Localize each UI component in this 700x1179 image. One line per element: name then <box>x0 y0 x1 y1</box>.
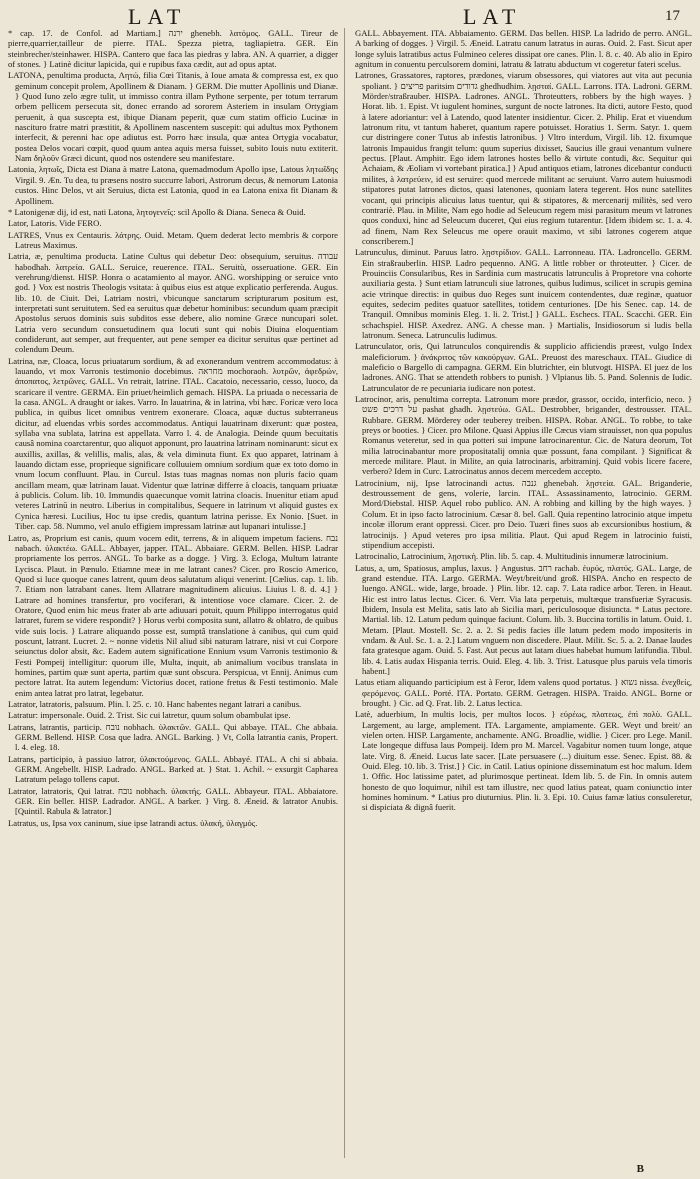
running-head-left: LAT <box>128 4 187 29</box>
dictionary-entry: Latonia, λητωΐς, Dicta est Diana à matre Latona, quemadmodum Apollo ipse, Latous λητωΐδης Virgil. 9. Æn. Tu dea, tu præsens nostro succurre labori, Astrorum decus, & nemorum Latonia custos. Hinc Delos, vt ait Seruius, dicta est Latonia, quod in ea Latona enixa fit Dianam & Apollinem. <box>8 164 338 206</box>
dictionary-entry: Latratus, us, Ipsa vox caninum, siue ipse latrandi actus. ὑλακή, ὑλαγμός. <box>8 817 258 828</box>
page-header <box>8 4 692 29</box>
running-head-right: LAT <box>463 4 522 29</box>
dictionary-entry: Latrunculator, oris, Qui latrunculos conquirendis & supplicio afficiendis præest, vulgo Index maleficiorum. } ἀνάκριτος τῶν κακούργων. GAL. Preuost des mareschaux. ITAL. Giudice di maleficio o Bargello di campagna. GERM. Ein blutrichter, ein blutvogt. HISPA. El juez de los ladrones. ANG. That se attendeth robbers to punish. } Vlpianus lib. 5. Pand. Solennis de Iudic. Latrunculator de re pecuniaria iudicare non potest. <box>355 341 692 393</box>
page-number: 17 <box>665 8 680 24</box>
dictionary-entry: LATONA, penultima producta, Λητώ, filia Cœi Titanis, à Ioue amata & compressa est, ex quo geminum concepit prolem, Apollinem & Dianam. } GERM. Die mutter Apollinis und Dianæ. } Quod Iuno zelo ægre tulit, ut immisso contra illam Pythone serpente, per totum terrarum orbem pellicem persecuta sit, donec errando ad sororem Asteriem in insulam Ortygiam peruenit, à qua suscepta est, ibique Dianam peperit, quæ cum statim officio Lucinæ in nascituro fratre matri præstitit, & Apollinem nascentem suscepit: qui adultus mox Pythonem interfecit, & perenni hac ope adiutus est. Porro hæc insula, quæ antea Ortygia vocabatur, postea Delos vocari cœpit, quod quum antea aquis mersa fuisset, subito Iouis nutu extiterit. Nam δηλοῦν Græci dicunt, quod nos ostendere seu manifestare. <box>8 70 338 164</box>
dictionary-entry: Latro, as, Proprium est canis, quum vocem edit, terrens, & in aliquem impetum faciens. נבח nabach. ὑλακτέω. GALL. Abbayer, japper. ITAL. Abbaiare. GERM. Bellen. HISP. Ladrar propriamente los perros. ANGL. To barke as a dogge. } Virg. 3. Ecloga, Multum latrante Lycisca. Plaut. in Pænulo. Etiamne meæ in me latrant canes? Cicer. pro Roscio Americo, Quod si luce quoque canes latrent, quum deos salutatum aliqui venerint. [Cælius. cap. 1. lib. 7. Etiam non latrabant canes. Item Allatrare magnitudinem alicuius. Liuius l. 8. d. 4.] } Latrare ad homines transfertur, pro vociferari, & intentiose voce clamare. Cicer. 2. de Oratore, Quod enim hic meus frater ab arte adiuuari potuit, quum Philippo interrogatus quid latraret, furem se videre respondit? } Horus verbi composita sunt, allatro & oblatro, de quibus vide suis locis. } Latrare aliquando posse est, sumptâ translatione à canibus, qui cum quid poscunt, latrant. Lucret. 2. ~ nonne videtis Nil aliud sibi naturam latrare, nisi vt cui Corpore seiunctus dolor absit, &c. Eadem autem significatione Ennium vsum Varronis testimonio & Festi Pompeij intelligitur: quorum ille, Multa, inquit, ab animalium vocibus translata in homines, partim quæ sunt aperta, partim quæ sunt obscura. Perspicua, vt Ennij. Animus cum pectore latrat. Ita autem legendum: Victorius docet, ratione fretus & Festi testimonio. Male enim antea latrat pro latrat, legebatur. <box>8 532 338 698</box>
dictionary-entry: Latus etiam aliquando participium est à Feror, Idem valens quod portatus. } נשוא nissa. ἐνεχθείς, φερόμενος. GALL. Porté. ITA. Portato. GERM. Getragen. HISPA. Traido. ANGL. Borne or brought. } Cic. ad Q. Frat. lib. 2. Latus lectica. <box>355 677 692 708</box>
two-column-body <box>8 28 692 1158</box>
dictionary-entry: * Latonigenæ dij, id est, nati Latona, λητογενεῖς: scil Apollo & Diana. Seneca & Ouid. <box>8 206 306 217</box>
dictionary-entry: Latrator, latratoris, palsuum. Plin. l. 25. c. 10. Hanc habentes negant latrari a canibus. <box>8 699 302 709</box>
dictionary-entry: Lator, Latoris. Vide FERO. <box>8 218 102 229</box>
signature-mark: B <box>636 1163 644 1175</box>
right-column <box>355 28 692 1158</box>
dictionary-entry: Latrocinium, nij, Ipse latrocinandi actus. גנבה ghenebah. λῃστεία. GAL. Briganderie, destroussement de gens, volerie, larcin. ITAL. Assassinamento, latrocinio. GERM. Mord/Diebstal. HISP. Aquel robo publico. AN. A robbing and killing by the high wayes. } Colum. Et in ipso facto latrocinium. Cæsar 8. bel. Gall. Quia repentino latrocinio atque impetu incolæ illorum erant oppressi. Cicer. pro Deio. Tuæri fines suos ab excursionibus hostium, & latrocinijs. } Apud veteres pro ipsa militia. Plaut. Qui apud Regem in latrocinio fuisti, stipendium accepisti. <box>355 477 692 550</box>
left-column <box>8 28 345 1158</box>
dictionary-entry: Latrunculus, diminut. Paruus latro. λῃστρίδιον. GALL. Larronneau. ITA. Ladroncello. GERM. Ein straßrauberlin. HISP. Ladro pequenno. ANG. A little robber or throteutter. } Cicer. de Prouinciis Consularibus, Res in Sardinia cum mastrucatis latrunculis à Propretore vna cohorte auxiliaria gesta. } Sunt etiam latrunculi siue latrones, quibus ludimus, scilicet in scrupis gemina acie vtrinque directis: in quibus duo Reges sunt inuicem contendentes, duæ reginæ, quatuor equites, sedecim pedites quatuor satellites, totidem centuriones. [De his Senec. cap. 14. de Tranquil. Omnibus mominis Eleg. 1. li. 2. Trist.] } GALL. Eschecs. ITAL. Scacchi. GER. Ein schachspiel. HISP. Axedrez. ANG. A chesse man. } Martialis, Insidiosorum si ludis bella latronum. Seneca. Latrunculis ludimus. <box>355 247 692 340</box>
dictionary-entry: Latratur: impersonale. Ouid. 2. Trist. Sic cui latretur, quum solum obambulat ipse. <box>8 710 291 721</box>
dictionary-entry: Latè, aduerbium, In multis locis, per multos locos. } εὐρέως, πλατεως, ἐπὶ πολὺ. GALL. Largement, au large, amplement. ITA. Largamente, ampiamente. GER. Weyt und breit/ an vielen orten. HISP. Largamente, anchamente. ANG. Broadlie, widlie. } Cicer. pro Lege. Manil. Late longeque diffusa laus Pompeij. Idem pro M. Marcel. Vagabitur nomen tuum longe, atque late. Virg. 8. Æneid. Lucus late sacer. [Late persuasere (...) diuitum esse. Senec. Epist. 88. & Ouid. Eleg. 10. lib. 3. Trist.] } Cic. in Catil. Latius opinione disseminatum est hoc malum. Idem 1. Offic. Hoc latissime patet, ad plurimosque pertineat. Idem lib. 5. de Fin. In omnis autem honesto de quo loquimur, nihil est tam illustre, nec quod latius pateat, quam coniunctio inter homines hominum. * Latius pro diuturnius. Plin. li. 3. Epi. 10. Cuius famæ latius consuleretur, si dispiciata & dignâ fuerit. <box>355 709 692 813</box>
dictionary-entry: Latrocinalio, Latrocinium, λῃστικὴ. Plin. lib. 5. cap. 4. Multitudinis innumeræ latrocinium. <box>355 551 669 562</box>
dictionary-entry: Latrina, næ, Cloaca, locus priuatarum sordium, & ad exonerandum ventrem accommodatus: à lauando, vt mox Varronis testimonio docebimus. מחראה mochoraoh. λυτρῶν, ἀφεδρών, ἀποπατος, λετρῶνες. GALL. Vn retrait, latrine. ITAL. Cacatoio, necessario, cesso, luoco, da scaricare il ventre. GERMA. Ein priuet/heimlich gemach. HISPA. La priuada o necessaria de la casa. ANGL. A draught or iakes. Varro. In lauatrina, & in latrina, vbi hæc. Foricæ vero loca publica, in quibus licet omnibus ventrem exonerare. Cloaca, aquæ ductus subterraneus dicitur, ad eluendas vrbis sordes accommodatus. Antiqui lauatrinam dixerunt: quæ postea, syllaba vna sublata, latrina est appellata. Varro l. 4. de Analogia. Deinde quum becuitatis causâ nomina coarctarentur, quo aliquot apponunt, pro lauatrina latrinam nominarunt: sicut ex auxillis, axillas, & velillis, malis, alas, & vela diminuta fiunt. Ex quo apparet, latrinam à lauando dictam esse, proprieque significare colluuiem omnium sordium quæ ex toto domo in vnum locum confluunt. Plau. in Curcul. Istas tuas magnas nomas non pluris facio quam ancillam meam, quæ latrinam lauat. Videntur quæ latrinæ differre à cloacis, tanquam priuatæ à publicis. Colum. lib. 10. Immundis quaecunque vomit latrina cloacis. Inuenitur etiam apud veteres Latrinū in neutro. Liberius in compitalibus, Sequere in latrinum vt aliquid gustes ex Cynica hæresi. Lucilius, Hoc tu ipse credis, quantum latrina perisse. Ex Nonio. [Suet. in Tiber. cap. 58. Nummo, vel anulo effigiem impressam latrinæ aut lupanari intulisse.] <box>8 355 339 532</box>
dictionary-entry: * cap. 17. de Confol. ad Martiam.] ירנה ghenebh. λατόμος. GALL. Tireur de pierre,quarrier,tailleur de pierre. ITAL. Spezza pietra, tagliapietra. GER. Ein steinbrecher/steinhawer. HISPA. Cantero que faca las piedras y labra. AN. A quarrier, a digger of stones. } Latinè dicitur lapicida, qui e rupibus faxa cædit, aut ad opus aptat. <box>8 28 338 70</box>
dictionary-entry: Latria, æ, penultima producta. Latine Cultus qui debetur Deo: obsequium, seruitus. עבודה habodhah. λατρεία. GALL. Seruice, reuerence. ITAL. Seruitù, osseruatione. GER. Ein verehrung/dienst. HISP. Honra o acatamiento al mayor. ANG. worshipping or seruice vnto god. } Vox est nostris Theologis vsitata: à quibus eius est atque explicatio perferenda. Augus. lib. 10. de Ciuit. Dei, Latriam nostri, vbicunque sanctarum scripturarum positum est, interpretati sunt seruitutem. Sed ea seruitus quæ debetur hominibus: secundum quam præcipit Apostolus seruos dominis suis subditos esse debere, alio nomine Græce nuncupari solet. Latria vero secundum consuetudinem qua locuti sunt qui nobis Diuina eloquentiam condiderunt, aut semper, aut frequenter, aut pene semper ea dicitur seruitus quæ pertinet ad colendum Deum. <box>8 251 338 355</box>
dictionary-entry: Latrans, participio, à passiuo latror, ὑλακτούμενος. GALL. Abbayé. ITAL. A chi si abbaia. GERM. Angebellt. HISP. Ladrado. ANGL. Barked at. } Stat. 1. Achil. ~ exsurgit Capharea Latratum pelago tollens caput. <box>8 753 338 785</box>
dictionary-entry: Latrocinor, aris, penultima correpta. Latronum more prædor, grassor, occido, interficio, neco. } על דרכים פשט pashat ghadh. λῃστεύω. GAL. Destrobber, brigander, destrousser. ITAL. Rubbare. GERM. Mörderey oder teuberey treiben. HISPA. Robar. ANGL. To robbe, to take preys or booties. } Cicer. pro Milone. Quasi Appius ille Cæcus viam strauisset, non qua populus Romanus veteretur, sed in qua potteri sui impune latrocinarentur. Cic. de Natura deorum, Tot milia latrocinabantur more propositatalij omnia quæ possunt, fana compilant. } Significat & mercede militare. Plaut. in Milite, an quia latrocinaris, arbitraminj. Quid vobis licere facere, verbero? Idem in Curc. Latrocinatus annos decem mercedem accepto. <box>355 394 692 477</box>
dictionary-entry: Latrator, latratoris, Qui latrat. נובח nobhach. ὑλακτής. GALL. Abbayeur. ITAL. Abbaiatore. GER. Ein beller. HISP. Ladrador. ANGL. A barker. } Virg. 8. Æneid. & latrator Anubis. [Quintil. Rabula & latrator.] <box>8 785 338 817</box>
dictionary-entry: GALL. Abbayement. ITA. Abbaiamento. GERM. Das bellen. HISP. La ladrido de perro. ANGL. A barking of dogges. } Virgil. 5. Æneid. Latratu canum latratus in auras. Ouid. 2. Fast. Sicut aper longe syluis latratibus actus Fulmineo celeres dissipat ore canes. Plin. l. 8. c. 40. Ab alio in Epiro agnitum in conuentu perculsorem domini, latratu & latratu abductum vt cogeretur fateri scelus. <box>355 28 692 70</box>
dictionary-entry: Latus, a, um, Spatiosus, amplus, laxus. } Angustus. רחב rachab. ἐυρύς, πλατύς. GAL. Large, de grand estendue. ITA. Largo. GERMA. Weyt/breit/und groß. HISPA. Ancho en respecto de luengo. ANGL. wide, large, broade. } Plin. libr. 12. cap. 7. Lata radice arbor. Teren. in Heaut. Hic est intro latus lectus. Cicer. 6. Verr. Via lata perpetuis, multæque transfueriæ Syracusis. Ibidem, Insula est Melita, satis lato ab Sicilia mari, periculosoque disiuncta. * Latus pectore. Martial. lib. 12. Latum pedum quinque faciunt. Colum. lib. 3. Buccina tortilis in latum. Ouid. 1. Metam. [Plaut. Mostell. Sc. 2. a. 2. Si pedis facies ille latum pedem modo impositeris in vndam. & Aul. Sc. 1. a. 2.] Latum vnguem non discedere. Plaut. Milit. Sc. 5. a. 2. Danae laudes fata gratesque agam. Ouid. 5. Fast. Aut pecus aut latam diues habebat humum latifundia. Tibul. lib. 4. Latis audax Hispania terris. Ouid. Eleg. 4. lib. 3. Trist. Latusque plus paruis vela timoris habent.] <box>355 562 692 676</box>
dictionary-entry: Latrans, latrantis, particip. נובח nobhach. ὑλακτῶν. GALL. Qui abbaye. ITAL. Che abbaia. GERM. Bellend. HISP. Cosa que ladra. ANGL. Barking. } Vt, Colla latrantia canis, Propert. l. 4. eleg. 18. <box>8 721 338 753</box>
dictionary-entry: Latrones, Grassatores, raptores, prædones, viarum obsessores, qui viatores aut vita aut pecunia spoliant. } פריצים paritsim גדודים ghedhudhim. λῃσταί. GALL. Larrons. ITA. Ladroni. GERM. Mörder/straßrauber. HISPA. Ladrones. ANGL. Throteutters, robbers by the high wayes. } Horat. lib. 1. Epist. Vt iugulent homines, surgunt de nocte latrones. Ita dicti, autore Festo, quod à latere adoriantur: vel à Latendo, quod latenter insidientur. Cicer. 2. Philip. Erat et viuendum latronum ritu, vt tantum haberet, quantum rapere potuisset. Horatius 1. Serm. Satyr. 1. quem cur distringere coner Tutus ab infestis latronibus. } Vltro interdum, Virgil. lib. 12. fixumque latronis Impauidus frangit telum: quum superius dixisset, Saucius ille graui venantum vulnere pectus. [Plaut. Amphitr. Ego idem latrones hostes bello & virtute contudi, &c. Sequitur qui Achaiam, & Æoliam vi vortebant piratica.] } Apud antiquos etiam, latrones dicebantur conducti milites, à λατρεύειν, id est seruire: quod mercede militant ac seruiunt. Varro autem huiusmodi stipatores putat latrones dictos, quasi latenones, quoniam latera tegerent. Hos nunc satellites vocant, qui principis alicuius latus tuentur, qui & stipatores, & mercenarij militès, sed vero contrariè. Plau. in Milite, Nam ego hodie ad Seleucum regem misi parasitum meum vt latrones quos conduxi, hinc ad Seleucum duceret, Qui eius regium tutarentur. [Idem ibidem sc. 1. a. 4. ad finem, Nam Rex Seleucus me opere orauit maximo, vt sibi latrones cogerem atque conscriberem.] <box>355 70 692 246</box>
dictionary-entry: LATRES, Vnus ex Centauris. λάτρης. Ouid. Metam. Quem dederat lecto membris & corpore Latreus Maximus. <box>8 229 338 250</box>
